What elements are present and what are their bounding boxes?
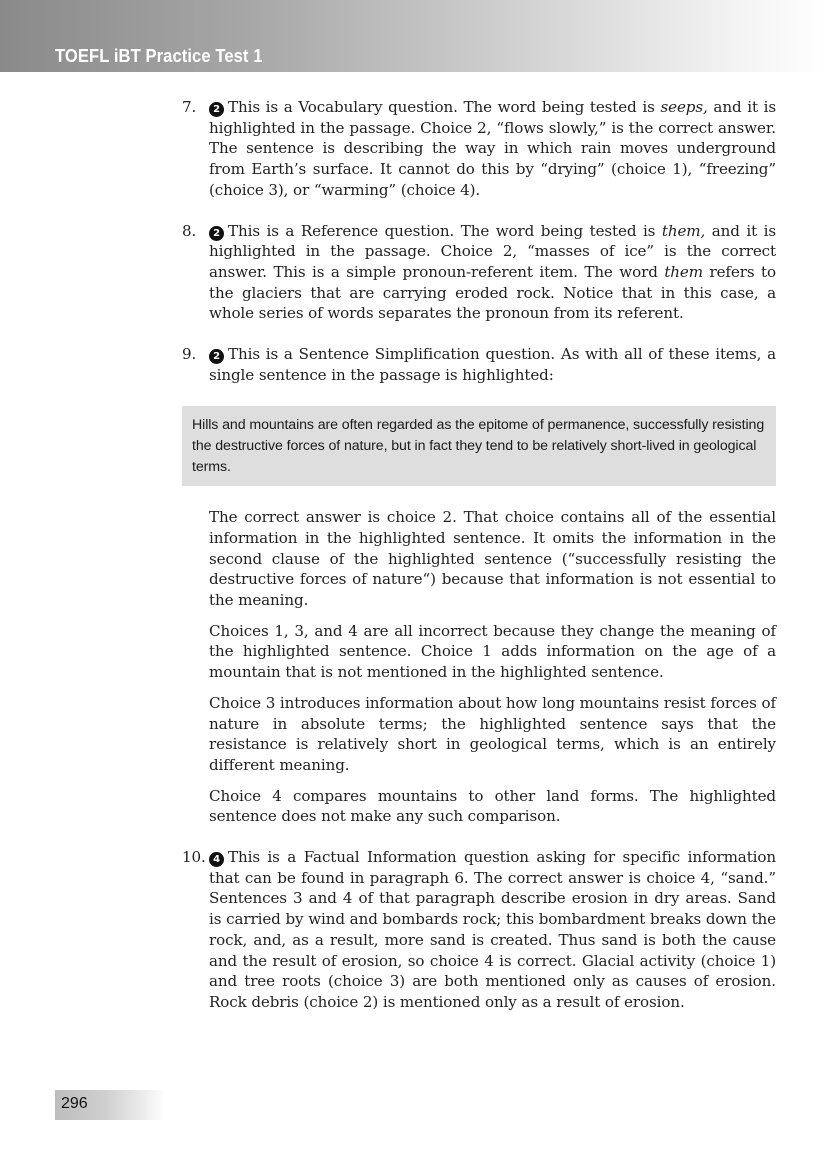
item-text: 2 This is a Reference question. The word being tested is them, and it is highlighted in the passage. Choice 2, “masses of ice” is the correct answer. This is a simple pronoun-referent item. The word them refers to the glaciers that are carrying eroded rock. Notice that in this case, a whole series of words separates the pronoun from its referent.	[209, 221, 776, 323]
item-number: 8.	[182, 221, 197, 240]
answer-item-9	[182, 344, 776, 385]
answer-choice-badge: 2	[209, 226, 224, 241]
item-text: 2 This is a Vocabulary question. The word being tested is seeps, and it is highlighted in the passage. Choice 2, “flows slowly,” is the correct answer. The sentence is describing the way in which rain moves underground from Earth’s surface. It cannot do this by “drying” (choice 1), “freezing” (choice 3), or “warming” (choice 4).	[209, 98, 777, 199]
page-header-title: TOEFL iBT Practice Test 1	[55, 46, 263, 66]
item-number: 10.	[182, 848, 206, 867]
item-text: 4 This is a Factual Information question asking for specific information that can be found in paragraph 6. The correct answer is choice 4, “sand.” Sentences 3 and 4 of that paragraph describe erosion in dry areas. Sand is carried by wind and bombards rock; this bombardment breaks down the rock, and, as a result, more sand is created. Thus sand is both the cause and the result of erosion, so choice 4 is correct. Glacial activity (choice 1) and tree roots (choice 3) are both mentioned only as causes of erosion. Rock debris (choice 2) is mentioned only as a result of erosion.	[209, 848, 776, 1011]
item-text: 2 This is a Sentence Simplification question. As with all of these items, a single sentence in the passage is highlighted:	[209, 345, 776, 384]
answer-item-8	[182, 221, 776, 325]
item-number: 9.	[182, 345, 197, 364]
answer-choice-badge: 4	[209, 852, 224, 867]
explanation-paragraph: Choices 1, 3, and 4 are all incorrect because they change the meaning of the highlighted sentence. Choice 1 adds information on the age of a mountain that is not mentioned in the highlighted sentence.	[209, 621, 776, 682]
answer-explanations	[182, 97, 776, 1033]
answer-item-10	[182, 847, 776, 1013]
explanation-paragraph: The correct answer is choice 2. That choice contains all of the essential information in the highlighted sentence. It omits the information in the second clause of the highlighted sentence (“successfully resisting the destructive forces of nature“) because that information is not essential to the meaning.	[209, 508, 776, 610]
item-number: 7.	[182, 98, 197, 116]
answer-item-7	[182, 97, 776, 201]
explanation-paragraph: Choice 3 introduces information about how long mountains resist forces of nature in absolute terms; the highlighted sentence says that the resistance is relatively short in geological terms, which is an entirely different meaning.	[209, 693, 776, 774]
answer-choice-badge: 2	[209, 349, 224, 364]
highlighted-sentence-box: Hills and mountains are often regarded as the epitome of permanence, successfully resisting the destructive forces of nature, but in fact they tend to be relatively short-lived in geological terms.	[182, 406, 776, 486]
explanation-paragraph: Choice 4 compares mountains to other land forms. The highlighted sentence does not make any such comparison.	[209, 786, 776, 826]
page-number: 296	[61, 1095, 88, 1112]
answer-choice-badge: 2	[209, 102, 224, 117]
